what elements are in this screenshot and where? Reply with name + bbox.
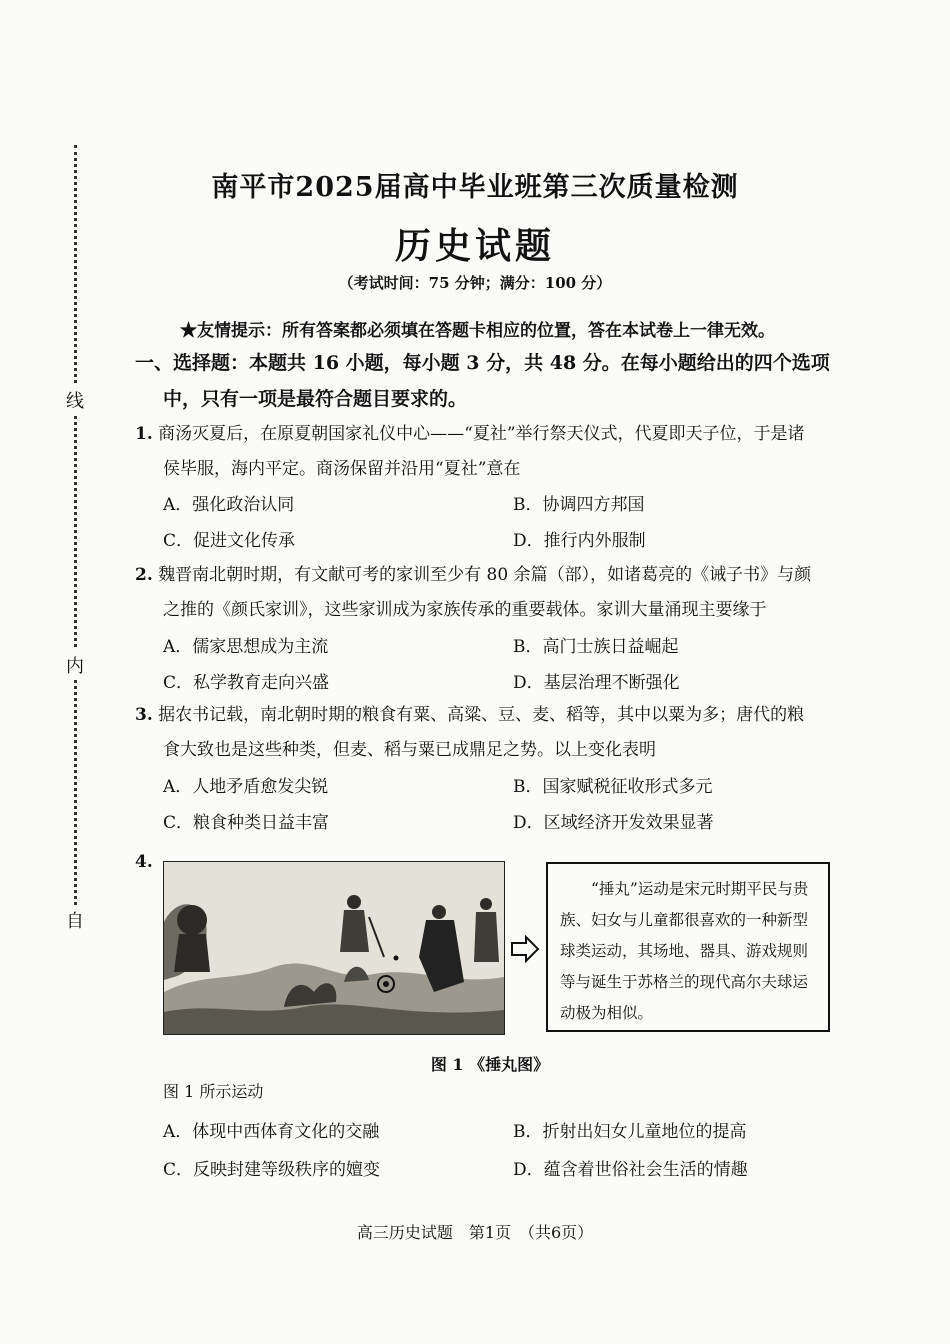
question-1: [135, 417, 855, 487]
question-line: 之推的《颜氏家训》，这些家训成为家族传承的重要载体。家训大量涌现主要缘于: [163, 600, 767, 620]
option-b: B．国家赋税征收形式多元: [513, 777, 713, 797]
section-line-1: 一、选择题：本题共 16 小题，每小题 3 分，共 48 分。在每小题给出的四个选项: [135, 352, 830, 374]
binding-char-3: 自: [66, 905, 84, 935]
page-footer: 高三历史试题 第1页 （共6页）: [356, 1223, 594, 1242]
option-b: B．协调四方邦国: [513, 495, 645, 515]
chuiwan-description-box: “捶丸”运动是宋元时期平民与贵族、妇女与儿童都很喜欢的一种新型球类运动，其场地、器具、游戏规则等与诞生于苏格兰的现代高尔夫球运动极为相似。: [546, 862, 830, 1032]
option-c: C．促进文化传承: [163, 531, 296, 551]
friendly-tip: ★友情提示：所有答案都必须填在答题卡相应的位置，答在本试卷上一律无效。: [180, 321, 775, 341]
option-c: C．粮食种类日益丰富: [163, 813, 330, 833]
figure-caption: 图 1 《捶丸图》: [430, 1055, 550, 1074]
option-d: D．蕴含着世俗社会生活的情趣: [513, 1160, 748, 1180]
option-a: A．人地矛盾愈发尖锐: [163, 777, 329, 797]
binding-char-2: 内: [66, 650, 84, 680]
question-line: 商汤灭夏后，在原夏朝国家礼仪中心——“夏社”举行祭天仪式，代夏即天子位，于是诸: [158, 424, 805, 444]
question-line: 食大致也是这些种类，但麦、稻与粟已成鼎足之势。以上变化表明: [163, 740, 656, 760]
binding-char-1: 线: [66, 385, 84, 415]
exam-info: （考试时间：75 分钟；满分：100 分）: [338, 274, 612, 292]
option-a: A．体现中西体育文化的交融: [163, 1122, 380, 1142]
option-b: B．折射出妇女儿童地位的提高: [513, 1122, 747, 1142]
question-2: [135, 558, 855, 628]
painting-illustration: [164, 862, 504, 1034]
question-number: 3.: [135, 705, 153, 725]
question-3: [135, 698, 855, 768]
question-number: 1.: [135, 424, 153, 444]
chuiwan-painting-image: [163, 861, 505, 1035]
question-line: 侯毕服，海内平定。商汤保留并沿用“夏社”意在: [163, 459, 521, 479]
option-a: A．儒家思想成为主流: [163, 637, 329, 657]
subject-title: 历史试题: [394, 225, 555, 267]
question-number: 4.: [135, 852, 153, 872]
question-4-stem: 图 1 所示运动: [163, 1082, 264, 1101]
question-number: 2.: [135, 565, 153, 585]
option-a: A．强化政治认同: [163, 495, 295, 515]
option-d: D．区域经济开发效果显著: [513, 813, 714, 833]
option-b: B．高门士族日益崛起: [513, 637, 679, 657]
section-line-2: 中，只有一项是最符合题目要求的。: [163, 388, 468, 410]
arrow-right-icon: [510, 935, 540, 963]
section-heading: [135, 345, 855, 417]
exam-title: 南平市2025届高中毕业班第三次质量检测: [211, 172, 739, 203]
option-c: C．反映封建等级秩序的嬗变: [163, 1160, 381, 1180]
option-d: D．推行内外服制: [513, 531, 646, 551]
option-d: D．基层治理不断强化: [513, 673, 680, 693]
question-line: 据农书记载，南北朝时期的粮食有粟、高粱、豆、麦、稻等，其中以粟为多；唐代的粮: [158, 705, 805, 725]
question-line: 魏晋南北朝时期，有文献可考的家训至少有 80 余篇（部），如诸葛亮的《诫子书》与颜: [158, 565, 812, 585]
option-c: C．私学教育走向兴盛: [163, 673, 330, 693]
